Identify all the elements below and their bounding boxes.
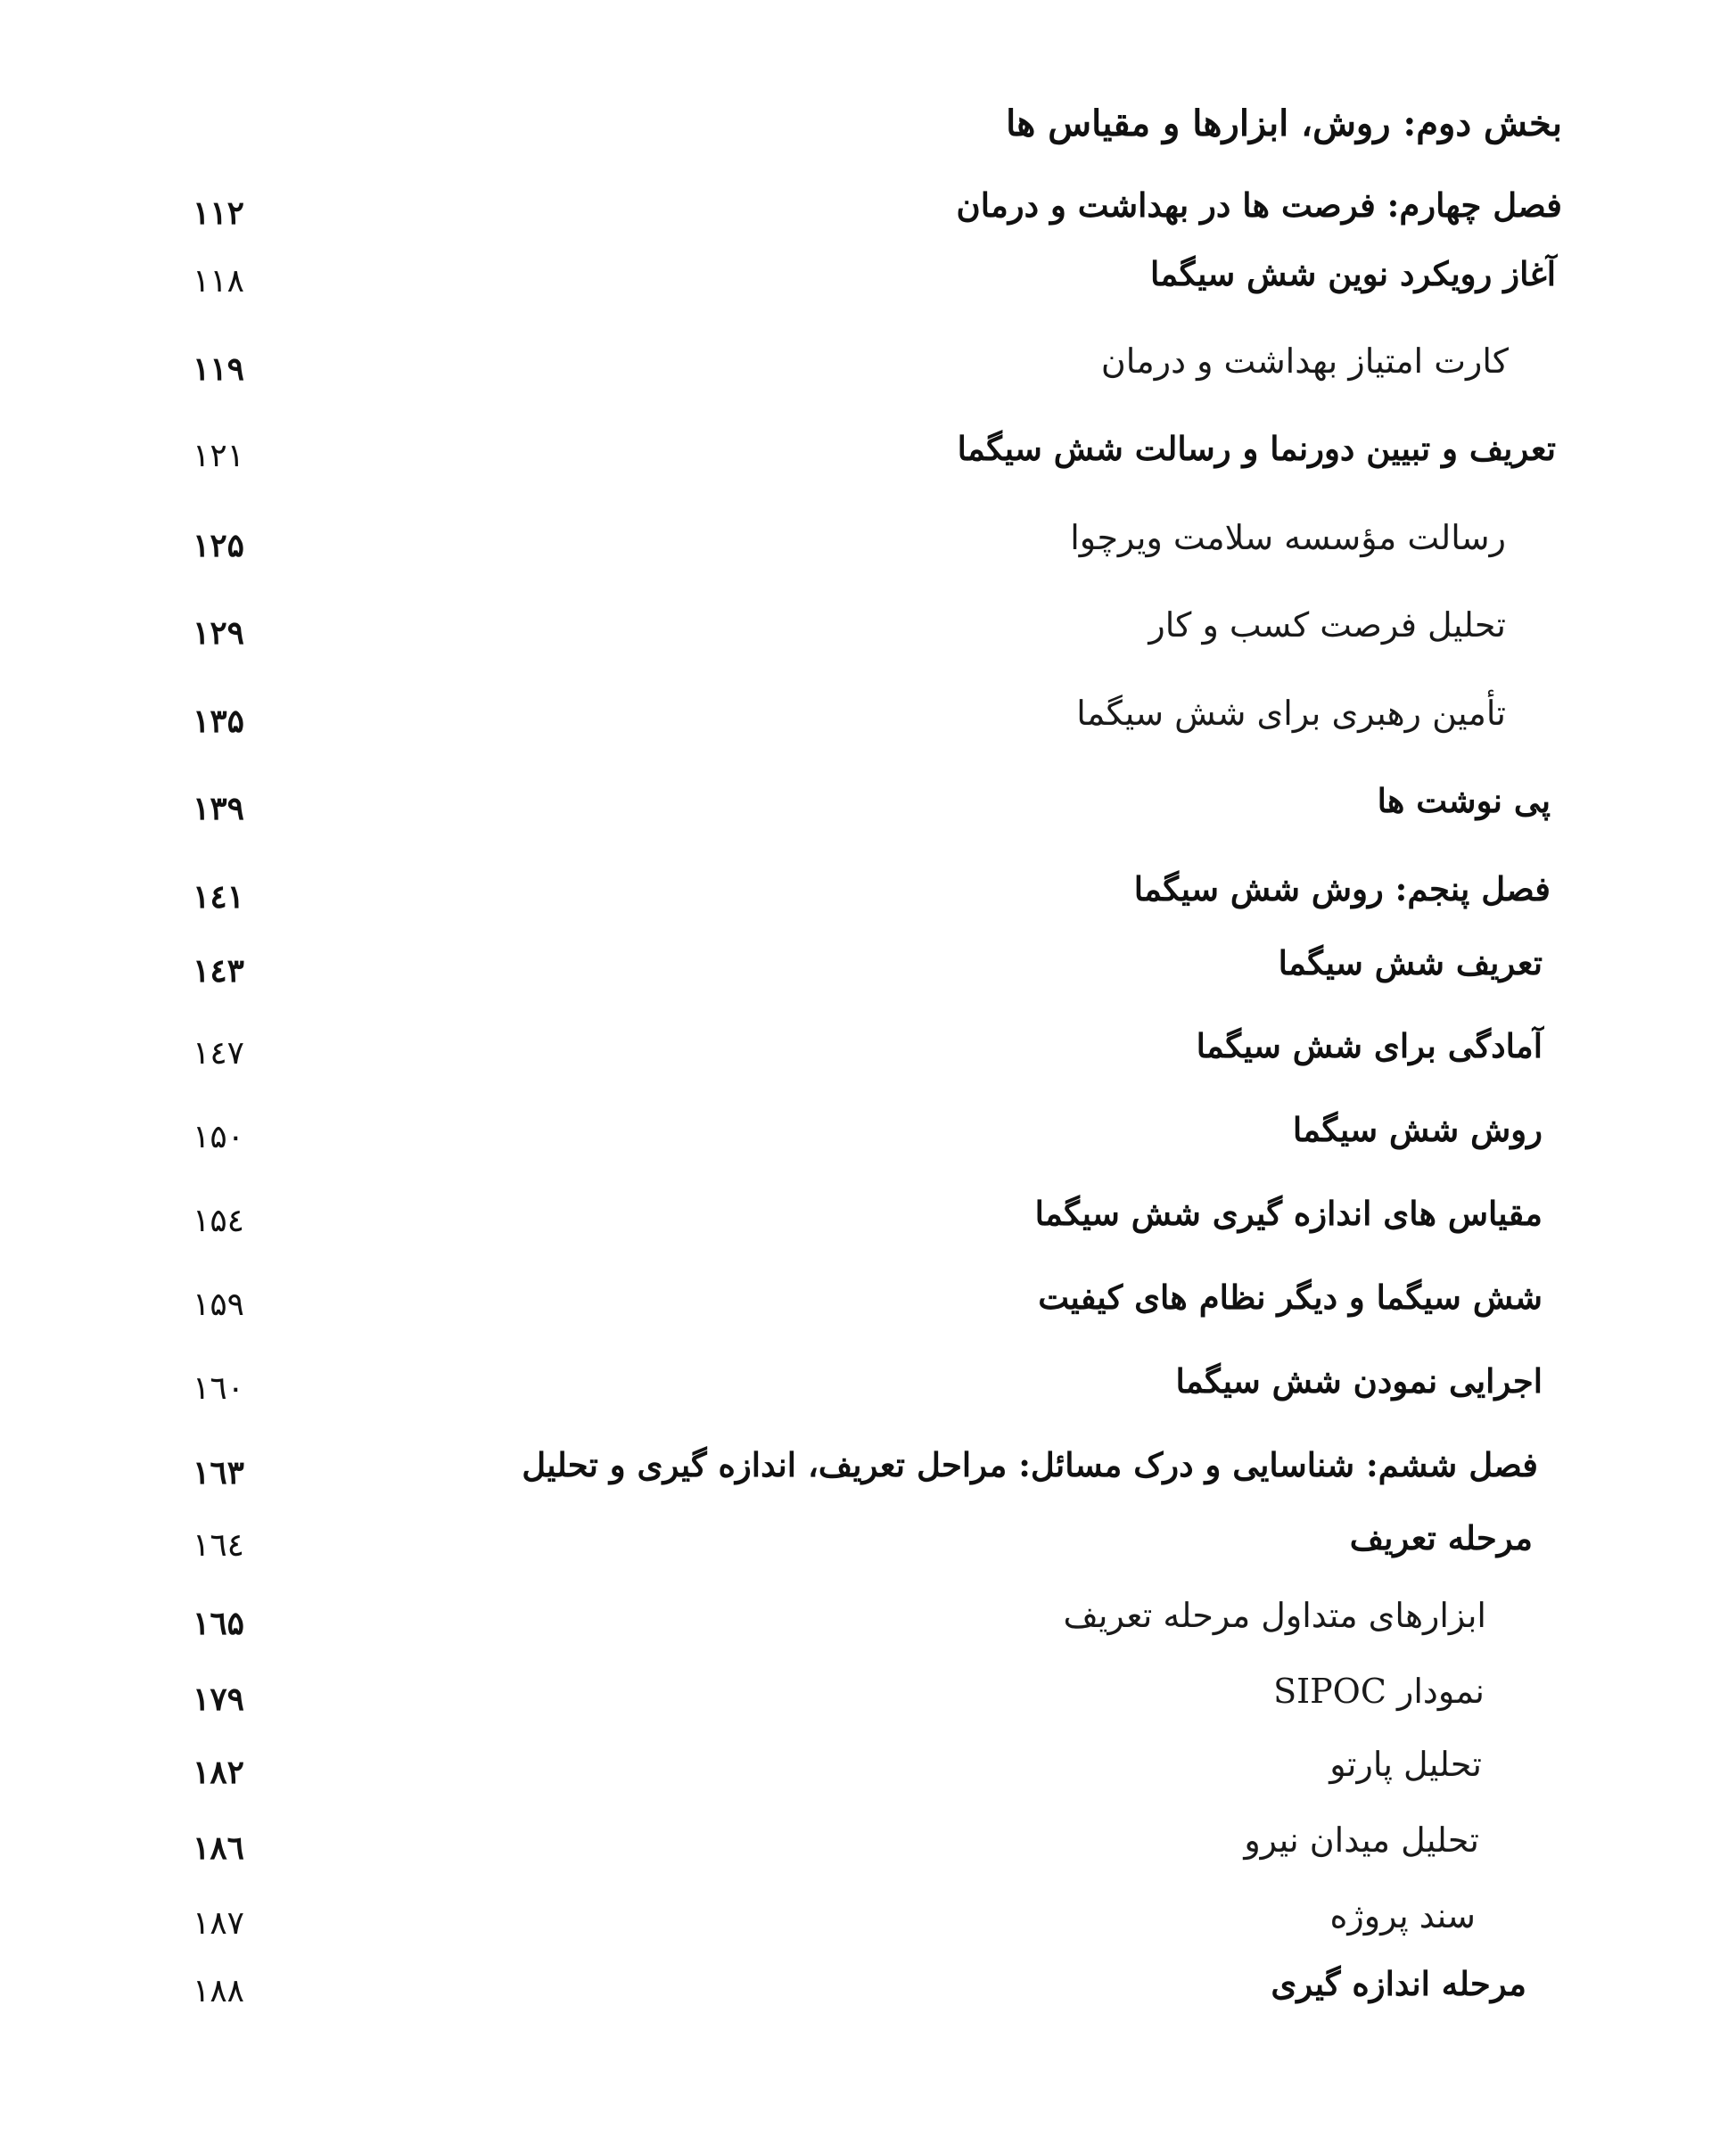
toc-entry — [0, 515, 1736, 578]
toc-entry — [0, 426, 1736, 489]
toc-entry — [0, 1818, 1736, 1880]
toc-entry-title: تعریف و تبیین دورنما و رسالت شش سیگما — [957, 429, 1556, 468]
toc-entry-page: ۱٦٤ — [192, 1527, 244, 1564]
toc-entry-page: ۱۲۱ — [192, 438, 244, 474]
toc-entry-title: تأمین رهبری برای شش سیگما — [1076, 694, 1506, 733]
toc-entry-title: آغاز رویکرد نوین شش سیگما — [1150, 254, 1556, 293]
toc-entry-page: ۱۸۸ — [192, 1973, 244, 2009]
toc-entry-page: ۱۱۹ — [192, 350, 244, 388]
toc-entry-title: کارت امتیاز بهداشت و درمان — [1100, 341, 1509, 381]
toc-entry-title: تحلیل میدان نیرو — [1244, 1820, 1479, 1860]
toc-entry-title: آمادگی برای شش سیگما — [1196, 1026, 1543, 1065]
toc-entry — [0, 183, 1736, 245]
toc-entry — [0, 1894, 1736, 1956]
toc-entry-title: اجرایی نمودن شش سیگما — [1175, 1361, 1543, 1401]
toc-entry-page: ۱۵۰ — [192, 1119, 244, 1155]
toc-entry — [0, 251, 1736, 314]
toc-entry-page: ۱۸٦ — [192, 1829, 244, 1867]
toc-entry-page: ۱۵٤ — [192, 1203, 244, 1239]
toc-entry — [0, 1359, 1736, 1421]
toc-entry — [0, 867, 1736, 929]
toc-entry — [0, 1593, 1736, 1656]
toc-entry — [0, 1191, 1736, 1253]
toc-entry-title: فصل چهارم: فرصت ها در بهداشت و درمان — [956, 185, 1562, 225]
toc-entry — [0, 1961, 1736, 2024]
toc-entry-page: ۱٤۱ — [192, 878, 244, 916]
toc-entry-page: ۱۷۹ — [192, 1680, 244, 1718]
toc-entry-page: ۱۵۹ — [192, 1286, 244, 1323]
toc-entry — [0, 1516, 1736, 1578]
toc-entry-page: ۱۲۹ — [192, 614, 244, 652]
toc-entry-title: روش شش سیگما — [1292, 1110, 1543, 1149]
toc-entry-page: ۱٦۰ — [192, 1370, 244, 1407]
toc-entry-title: فصل ششم: شناسایی و درک مسائل: مراحل تعریف، اندازه گیری و تحلیل — [522, 1445, 1538, 1484]
toc-entry-title: تعریف شش سیگما — [1278, 943, 1543, 982]
toc-entry — [0, 1275, 1736, 1337]
toc-entry — [0, 941, 1736, 1003]
toc-entry-title: سند پروژه — [1329, 1896, 1476, 1935]
toc-entry — [0, 691, 1736, 753]
toc-entry — [0, 1742, 1736, 1804]
toc-entry — [0, 339, 1736, 401]
toc-entry-title: رسالت مؤسسه سلامت ویرچوا — [1070, 518, 1506, 557]
toc-entry-page: ۱٦۵ — [192, 1605, 244, 1642]
toc-entry-page: ۱۱۸ — [192, 263, 244, 300]
section-title: بخش دوم: روش، ابزارها و مقیاس ها — [1006, 103, 1562, 144]
toc-entry-page: ۱۱۲ — [192, 194, 244, 232]
toc-entry — [0, 1669, 1736, 1731]
toc-entry — [0, 778, 1736, 841]
toc-entry-page: ۱۸۲ — [192, 1754, 244, 1791]
toc-entry-page: ۱۸۷ — [192, 1905, 244, 1942]
toc-entry-title: مرحله اندازه گیری — [1271, 1964, 1526, 2003]
toc-entry-page: ۱٤۳ — [192, 952, 244, 990]
toc-entry-title: نمودار SIPOC — [1273, 1672, 1485, 1711]
toc-entry-page: ۱۳۵ — [192, 703, 244, 740]
toc-entry-title: تحلیل فرصت کسب و کار — [1148, 605, 1506, 645]
toc-entry — [0, 1107, 1736, 1170]
toc-entry-title: پی نوشت ها — [1377, 781, 1551, 820]
toc-entry-page: ۱٦۳ — [192, 1454, 244, 1491]
toc-entry — [0, 1442, 1736, 1505]
toc-entry — [0, 1023, 1736, 1086]
toc-entry-title: مرحله تعریف — [1349, 1518, 1533, 1557]
toc-entry-page: ۱۲۵ — [192, 527, 244, 564]
toc-entry-page: ۱۳۹ — [192, 790, 244, 827]
toc-entry-title: شش سیگما و دیگر نظام های کیفیت — [1038, 1278, 1543, 1317]
toc-entry-title: تحلیل پارتو — [1329, 1745, 1482, 1784]
toc-entry-title: مقیاس های اندازه گیری شش سیگما — [1034, 1194, 1543, 1233]
toc-entry-title: فصل پنجم: روش شش سیگما — [1133, 869, 1551, 908]
toc-entry — [0, 603, 1736, 665]
toc-entry-title: ابزارهای متداول مرحله تعریف — [1063, 1596, 1486, 1635]
toc-entry-page: ۱٤۷ — [192, 1035, 244, 1072]
